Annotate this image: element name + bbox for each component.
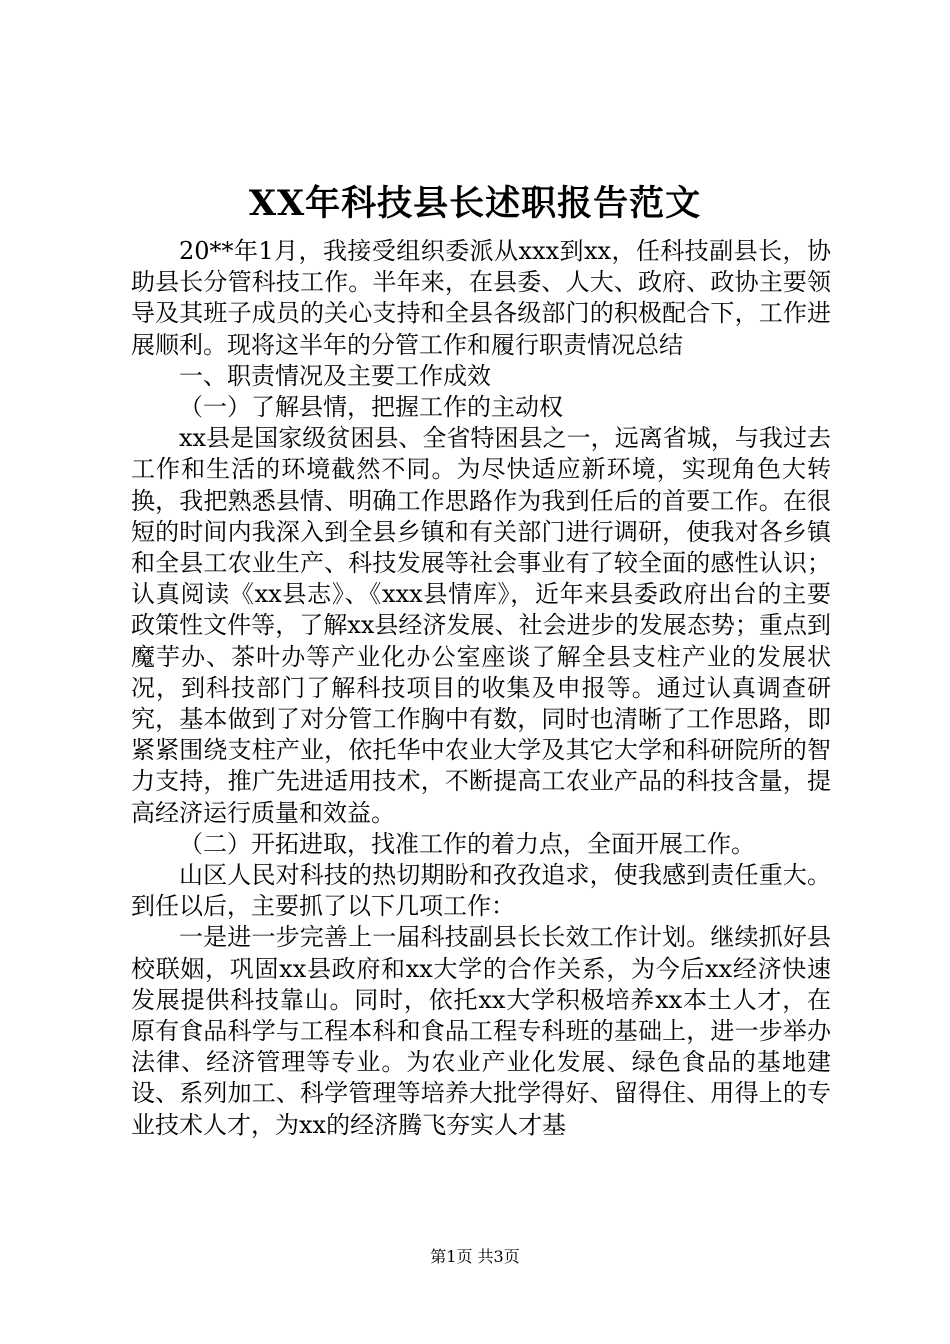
- subsection-heading-2: （二）开拓进取，找准工作的着力点，全面开展工作。: [179, 829, 755, 858]
- paragraph-intro: 20**年1月，我接受组织委派从xxx到xx，任科技副县长，协助县长分管科技工作。半年来，在县委、人大、政府、政协主要领导及其班子成员的关心支持和全县各级部门的积极配合下，工作进展顺利。现将这半年的分管工作和履行职责情况总结: [131, 237, 831, 359]
- paragraph-work-item-1: 一是进一步完善上一届科技副县长长效工作计划。继续抓好县校联姻，巩固xx县政府和xx大学的合作关系，为今后xx经济快速发展提供科技靠山。同时，依托xx大学积极培养xx本土人才，在原有食品科学与工程本科和食品工程专科班的基础上，进一步举办法律、经济管理等专业。为农业产业化发展、绿色食品的基地建设、系列加工、科学管理等培养大批学得好、留得住、用得上的专业技术人才，为xx的经济腾飞夯实人才基: [131, 923, 831, 1139]
- subsection-heading-1: （一）了解县情，把握工作的主动权: [179, 393, 563, 422]
- document-title: XX年科技县长述职报告范文: [248, 183, 702, 224]
- document-body: [131, 236, 831, 1141]
- section-heading-1: 一、职责情况及主要工作成效: [179, 361, 491, 390]
- page-footer: 第1页 共3页: [430, 1247, 520, 1266]
- paragraph-county-situation: xx县是国家级贫困县、全省特困县之一，远离省城，与我过去工作和生活的环境截然不同。为尽快适应新环境，实现角色大转换，我把熟悉县情、明确工作思路作为我到任后的首要工作。在很短的时间内我深入到全县乡镇和有关部门进行调研，使我对各乡镇和全县工农业生产、科技发展等社会事业有了较全面的感性认识；认真阅读《xx县志》、《xxx县情库》，近年来县委政府出台的主要政策性文件等，了解xx县经济发展、社会进步的发展态势；重点到魔芋办、茶叶办等产业化办公室座谈了解全县支柱产业的发展状况，到科技部门了解科技项目的收集及申报等。通过认真调查研究，基本做到了对分管工作胸中有数，同时也清晰了工作思路，即紧紧围绕支柱产业，依托华中农业大学及其它大学和科研院所的智力支持，推广先进适用技术，不断提高工农业产品的科技含量，提高经济运行质量和效益。: [131, 424, 831, 827]
- paragraph-responsibility: 山区人民对科技的热切期盼和孜孜追求，使我感到责任重大。到任以后，主要抓了以下几项工作：: [131, 861, 831, 921]
